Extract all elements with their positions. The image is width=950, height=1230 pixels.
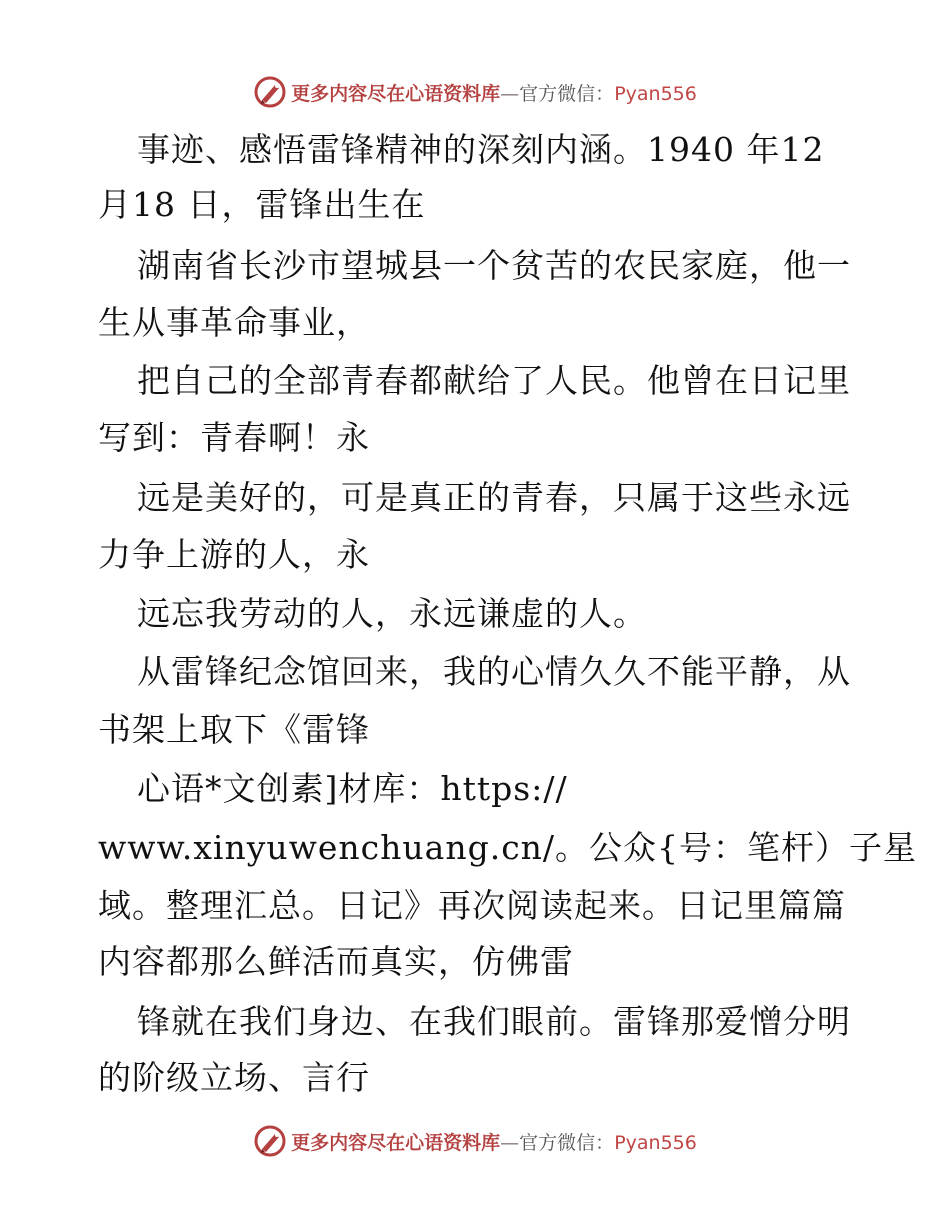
header-wechat-label: 官方微信： bbox=[519, 82, 615, 105]
footer-separator: — bbox=[500, 1131, 520, 1154]
header-tagline bbox=[291, 79, 697, 106]
header-wechat-id: Pyan556 bbox=[614, 82, 697, 105]
body-line: 月18 日，雷锋出生在 bbox=[98, 185, 426, 224]
body-line: 锋就在我们身边、在我们眼前。雷锋那爱憎分明 bbox=[137, 1002, 851, 1041]
footer-tagline-text: 更多内容尽在心语资料库 bbox=[291, 1131, 501, 1154]
header-tagline-text: 更多内容尽在心语资料库 bbox=[291, 82, 501, 105]
footer-tagline bbox=[291, 1128, 697, 1155]
body-line: 书架上取下《雷锋 bbox=[98, 710, 370, 749]
body-line: 的阶级立场、言行 bbox=[98, 1058, 370, 1097]
header-separator: — bbox=[500, 82, 520, 105]
body-line: 生从事革命事业， bbox=[98, 303, 370, 342]
body-line: 写到：青春啊！永 bbox=[98, 418, 370, 457]
body-line: 湖南省长沙市望城县一个贫苦的农民家庭，他一 bbox=[137, 246, 851, 285]
body-line: 远是美好的，可是真正的青春，只属于这些永远 bbox=[137, 478, 851, 517]
body-line: 远忘我劳动的人，永远谦虚的人。 bbox=[137, 594, 647, 633]
body-line: 力争上游的人，永 bbox=[98, 535, 370, 574]
pen-logo-icon bbox=[253, 1124, 287, 1158]
body-line: 把自己的全部青春都献给了人民。他曾在日记里 bbox=[137, 361, 851, 400]
body-line: 事迹、感悟雷锋精神的深刻内涵。1940 年12 bbox=[137, 130, 825, 169]
pen-logo-icon bbox=[253, 75, 287, 109]
body-line: 域。整理汇总。日记》再次阅读起来。日记里篇篇 bbox=[98, 886, 846, 925]
footer-wechat-id: Pyan556 bbox=[614, 1131, 697, 1154]
footer-wechat-label: 官方微信： bbox=[519, 1131, 615, 1154]
footer-banner bbox=[0, 1121, 950, 1161]
body-line: www.xinyuwenchuang.cn/。公众{号：笔杆）子星 bbox=[98, 828, 918, 867]
body-line: 内容都那么鲜活而真实，仿佛雷 bbox=[98, 942, 574, 981]
header-banner bbox=[0, 72, 950, 112]
body-line: 从雷锋纪念馆回来，我的心情久久不能平静，从 bbox=[137, 652, 851, 691]
body-line: 心语*文创素]材库：https:// bbox=[137, 769, 568, 808]
